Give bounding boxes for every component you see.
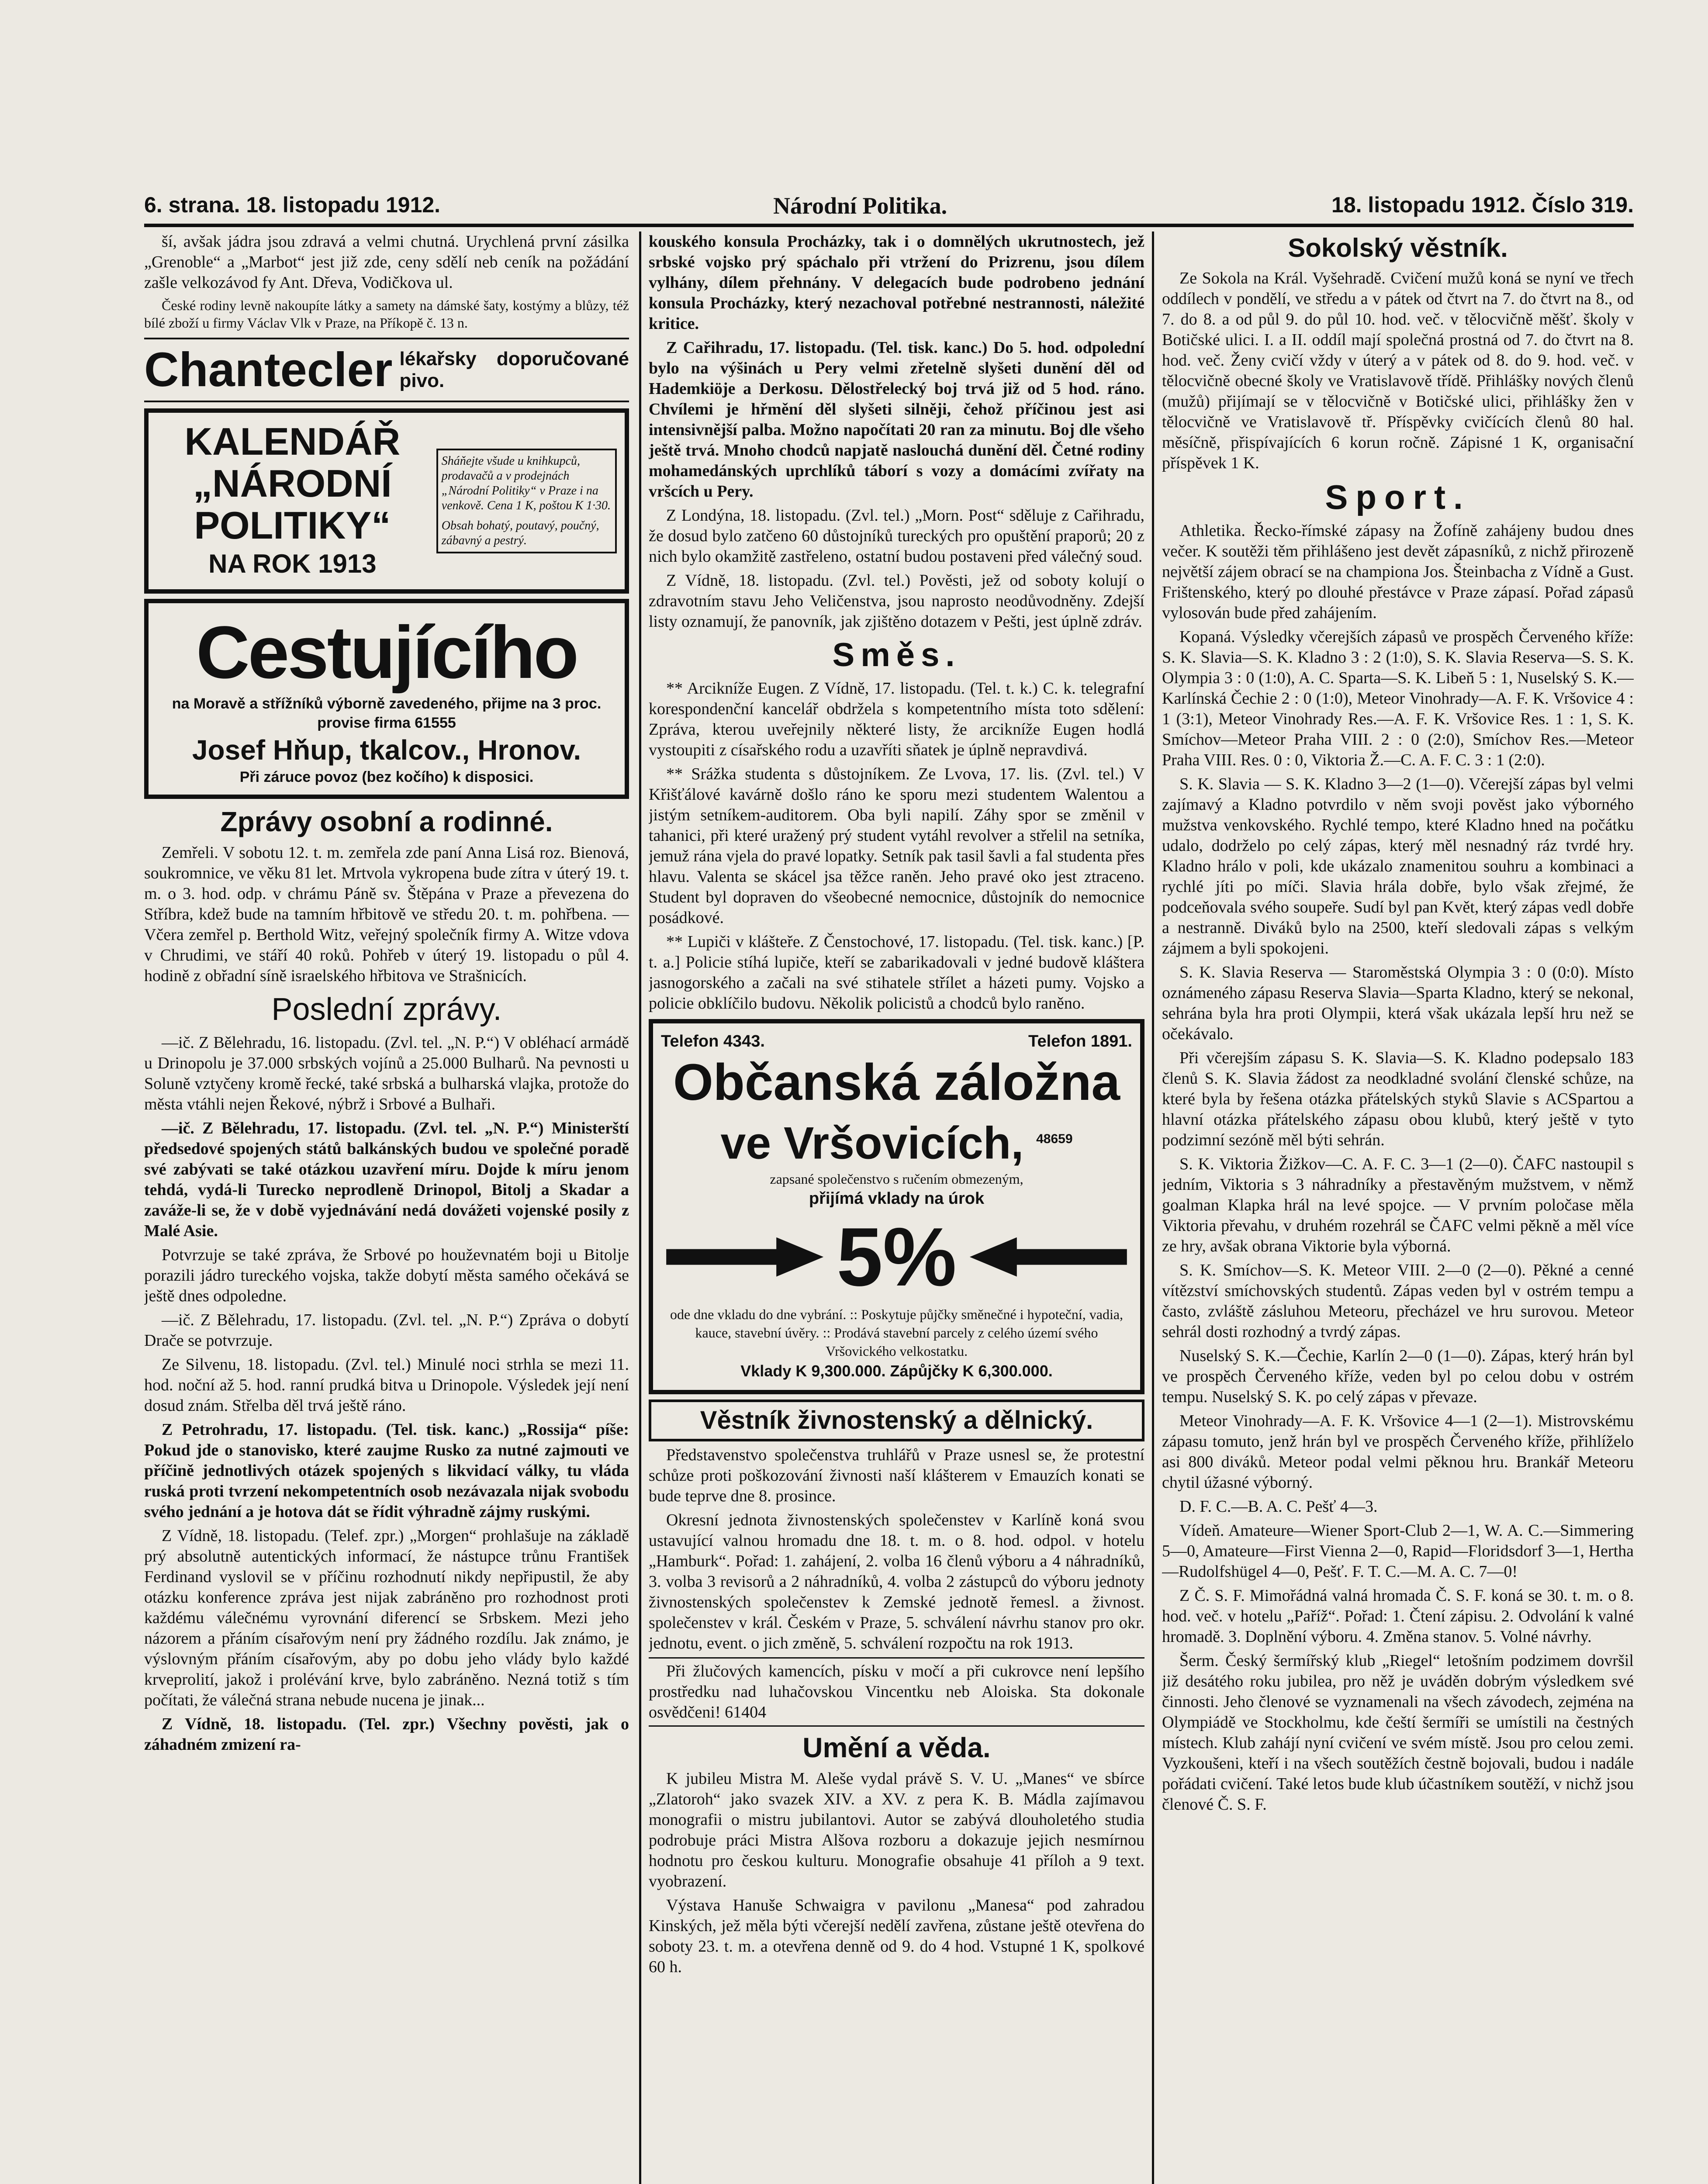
cestujiciho-line-1: na Moravě a střížníků výborně zavedeného, přijme na 3 proc. provise firma <box>172 695 602 731</box>
sport-viden: Vídeň. Amateure—Wiener Sport-Club 2—1, W. A. C.—Simmering 5—0, Amateure—First Vienna 2—0, Rapid—Floridsdorf 3—1, Hertha—Rudolfshügel 4—0, Pešť. F. T. C.—M. A. C. 7—0! <box>1162 1521 1634 1581</box>
zalozna-rate: 5% <box>837 1210 957 1303</box>
vlk-notice: České rodiny levně nakoupíte látky a samety na dámské šaty, kostýmy a blůzy, též bílé zboží u firmy Václav Vlk v Praze, na Příkopě č. 13 n. <box>144 297 629 331</box>
ad-kalendar <box>144 408 629 594</box>
umeni-ales: K jubileu Mistra M. Aleše vydal právě S. V. U. „Manes“ ve sbírce „Zlatoroh“ jako svazek XIV. a XV. z pera K. B. Mádla zajímavou monografii o mistru jubilantovi. Autor se zabývá dlouholetého studia podrobuje práci Mistra Alšova rozboru a dokazuje jejich nesmírnou hodnotu pro českou kulturu. Monografie obsahuje 41 příloh a 9 text. vyobrazení. <box>649 1769 1144 1890</box>
cestujiciho-line-2: Při záruce povoz (bez kočího) k disposici. <box>239 769 534 785</box>
page-header <box>144 192 1634 223</box>
sport-slavia-reserva: S. K. Slavia Reserva — Staroměstská Olympia 3 : 0 (0:0). Místo oznámeného zápasu Reserva Slavia—Sparta Kladno, který se nekonal, sehrána byla hra proti Olympii, která však ukázala lepší hru než se očekávalo. <box>1162 963 1634 1043</box>
smes-lupici: ** Lupiči v klášteře. Z Čenstochové, 17. listopadu. (Tel. tisk. kanc.) [P. t. a.] Policie stíhá lupiče, kteří se zabarikadovali v jedné budově kláštera jasnogorského a začali na své stihatele střílet a házeti pumy. Vojsko a policie obklíčilo budovu. Několik policistů a chodců bylo raněno. <box>649 933 1144 1013</box>
zalozna-num: 48659 <box>1036 1132 1073 1146</box>
vestnik-jednota: Okresní jednota živnostenských společenstev v Karlíně koná svou ustavující valnou hromadu dne 18. t. m. o 8. hod. odpol. v hotelu „Hamburk“. Pořad: 1. zahájení, 2. volba 16 členů výboru a 4 náhradníků, 3. volba 3 revisorů a 2 náhradníků, 4. volba 2 zástupců do výboru jednoty živnostenských společenstev k Zemské jednotě řemesl. a živnost. společenstev v král. Českém v Praze, 5. schválení návrhu stanov pro okr. jednotu, event. o jich změně, 5. schválení rozpočtu na rok 1913. <box>649 1510 1144 1652</box>
sport-viktoria: S. K. Viktoria Žižkov—C. A. F. C. 3—1 (2—0). ČAFC nastoupil s jedním, Viktoria s 3 náhradníky a přestavěným mužstvem, v němž goalman Klapka hrál na levé spojce. — V prvním poločase měla Viktoria převahu, v druhém rozehrál se ČAFC velmi pěkně a měl více ze hry, avšak obrana Viktorie byla výborná. <box>1162 1155 1634 1255</box>
column-1 <box>144 232 629 2184</box>
c2-viden: Z Vídně, 18. listopadu. (Zvl. tel.) Pověsti, jež od soboty kolují o zdravotním stavu Jeho Veličenstva, jsou naprosto neodůvodněny. Zdejší listy oznamují, že panovník, jak zjištěno dotazem v Pešti, jest úplně zdráv. <box>649 571 1144 631</box>
cestujiciho-title: Cestujícího <box>196 611 577 694</box>
posledni-5: Ze Silvenu, 18. listopadu. (Zvl. tel.) Minulé noci strhla se mezi 11. hod. noční až 5. hod. ranní prudká bitva u Drinopole. Výsledek její není dosud znám. Střelba děl trvá ještě ráno. <box>144 1355 629 1415</box>
c2-carihrad: Z Cařihradu, 17. listopadu. (Tel. tisk. kanc.) Do 5. hod. odpolední bylo na výšinách u Pery velmi zřetelně slyšeti dunění děl od Hademkiöje a Derkosu. Dělostřelecký boj trvá již od 5 hod. ráno. Chvílemi je hřmění děl slyšeti silněji, čehož příčinou jest asi intensivnější palba. Možno napočítati 20 ran za minutu. Boj dle všeho ještě trvá. Mnoho chodců napjatě naslouchá dunění děl. Četné rodiny mohamedánských uprchlíků táborí s vozy a domácími zvířaty na vršcích u Pery. <box>649 339 1144 501</box>
header-page-number: 6. strana. 18. listopadu 1912. <box>144 193 441 217</box>
posledni-2: —ič. Z Bělehradu, 17. listopadu. (Zvl. tel. „N. P.“) Ministerští předsedové spojených států balkánských budou ve společné poradě své zabývati se také otázkou uzavření míru. Dojde k míru jenom tehdá, vydá-li Turecko neprodleně Drinopol, Bitolj a Skadar a zaváže-li se, že v době vyjednávání nedá dovážeti vojenské posily z Malé Asie. <box>144 1119 629 1240</box>
vestnik-truhlari: Představenstvo společenstva truhlářů v Praze usnesl se, že protestní schůze proti poškozování živnosti naší klášterem v Emauzích konati se bude teprve dne 8. prosince. <box>649 1445 1144 1505</box>
column-rule-1 <box>639 232 641 2184</box>
heading-umeni: Umění a věda. <box>802 1731 991 1763</box>
heading-smes: Směs. <box>832 636 961 674</box>
posledni-6: Z Petrohradu, 17. listopadu. (Tel. tisk. kanc.) „Rossija“ píše: Pokud jde o stanovisko, které zaujme Rusko za nutné zajmouti ve příčině jednotlivých otázek spojených s likvidací války, tu vláda ruská proti tvrzení nekompetentních osob nezávazala nijak svobodu svého jednání a je hotova dát se řídit výhradně zájmy ruskými. <box>144 1420 629 1521</box>
sport-csf: Z Č. S. F. Mimořádná valná hromada Č. S. F. koná se 30. t. m. o 8. hod. več. v hotelu „Paříž“. Pořad: 1. Čtení zápisu. 2. Odvolání k valné hromadě. 3. Doplnění výboru. 4. Změna stanov. 5. Volné návrhy. <box>1162 1586 1634 1646</box>
zalozna-title-1: Občanská záložna <box>673 1054 1120 1111</box>
sokol-vysehrad: Ze Sokola na Král. Vyšehradě. Cvičení mužů koná se nyní ve třech oddílech v pondělí, ve středu a v pátek od čtvrt na 7. do čtvrt na 8., od 7. do 8. a od půl 9. do půl 10. hod. več. v tělocvičně měšť. školy v Botičské ulici. I. a II. oddíl mají společná prostná od 7. do čtvrt na 8. hod. več. Ženy cvičí vždy v úterý a v pátek od 8. do 9. hod. več. v tělocvičně obecné školy ve Vratislavově třídě. Přihlášky nových členů (mužů) přijímají se v tělocvičně v Botičské ulici, přihlášky žen v tělocvičně ve Vratislavově tř. Příspěvky cvičících členů 80 hal. měsíčně, přispívajících 6 korun ročně. Zápisné 1 K, organisační příspěvek 1 K. <box>1162 269 1634 472</box>
kalendar-side-2: Obsah bohatý, poutavý, poučný, zábavný a pestrý. <box>441 519 599 547</box>
cestujiciho-number: 61555 <box>415 715 456 731</box>
heading-sokolsky: Sokolský věstník. <box>1288 233 1508 263</box>
posledni-1: —ič. Z Bělehradu, 16. listopadu. (Zvl. tel. „N. P.“) V obléhací armádě u Drinopolu je 37.000 srbských vojínů a 25.000 Bulharů. Na pevnosti u Soluně vztyčeny kromě řecké, také srbská a bulharská vlajka, protože do města vtáhli nejen Řekové, nýbrž i Srbové a Bulhaři. <box>144 1033 629 1113</box>
c2-procházka: kouského konsula Procházky, tak i o domnělých ukrutnostech, jež srbské vojsko prý spáchalo při vtržení do Prizrenu, jsou dílem vylhány, dílem přehnány. V delegacích bude podrobeno jednání konsula Procházky, který nezachoval potřebné nestrannosti, náležité kritice. <box>649 232 1144 333</box>
heading-zpravy-osobni: Zprávy osobní a rodinné. <box>220 806 553 837</box>
header-rule <box>144 224 1634 227</box>
sport-zadost: Při včerejším zápasu S. K. Slavia—S. K. Kladno podepsalo 183 členů S. K. Slavia žádost za neodkladné svolání členské schůze, na které byla by řešena otázka přátelských styků Slavie s ACSpartou a hlavní otázka přátelského zápasu obou klubů, který ještě v tyto podzimní sezóně měl býti sehrán. <box>1162 1049 1634 1149</box>
header-date-issue: 18. listopadu 1912. Číslo 319. <box>1331 193 1634 217</box>
sport-kopana: Kopaná. Výsledky včerejších zápasů ve prospěch Červeného kříže: S. K. Slavia—S. K. Kladno 3 : 2 (1:0), S. K. Slavia Reserva—S. S. K. Olympia 3 : 0 (1:0), A. C. Sparta—S. K. Libeň 5 : 1, Nuselský S. K.—Karlínská Čechie 2 : 0 (1:0), Meteor Vinohrady—A. F. K. Vršovice 4 : 1 (3:1), Meteor Vinohrady Res.—A. F. K. Vršovice Res. 1 : 1, S. K. Smíchov—Meteor Praha VIII. 2 : 0 (2:0), Smíchov Res.—Meteor Praha VIII. Res. 0 : 0, Viktoria Ž.—C. A. F. C. 3 : 1 (2:0). <box>1162 628 1634 769</box>
sport-dfc: D. F. C.—B. A. C. Pešť 4—3. <box>1179 1497 1378 1516</box>
zpravy-osobni-text: Zemřeli. V sobotu 12. t. m. zemřela zde paní Anna Lisá roz. Bienová, soukromnice, ve věku 81 let. Mrtvola vykropena bude zítra v úterý 19. t. m. o 3. hod. odp. v chrámu Páně sv. Štěpána v Praze a převezena do Stříbra, kdež bude na tamním hřbitově ve středu 20. t. m. pohřbena. — Včera zemřel p. Berthold Witz, veřejný společník firmy A. Witze vdova v Chrudimi, ve stáří 40 roků. Pohřeb v úterý 19. listopadu o půl 4. hodině z obřadní síně israelského hřbitova ve Strašnicích. <box>144 843 629 985</box>
chantecler-text: lékařsky doporučované pivo. <box>399 348 629 391</box>
smes-srazka: ** Srážka studenta s důstojníkem. Ze Lvova, 17. lis. (Zvl. tel.) V Křišťálové kavárně došlo ráno ke sporu mezi studentem Walentou a jistým setníkem-auditorem. Oba byli napilí. Záhy spor se změnil v tahanici, při které uražený prý student vytáhl revolver a střelil na setníka, jemuž rána vjela do pravé lopatky. Setník pak tasil šavli a fal studenta přes hlavu. Valenta se skácel jsa těžce raněn. Jeho pravé oko jest ztraceno. Student byl dopraven do všeobecné nemocnice, důstojník do nemocnice posádkové. <box>649 765 1144 927</box>
zalozna-line-1: zapsané společenstvo s ručením obmezeným, <box>770 1171 1023 1187</box>
c2-londyn: Z Londýna, 18. listopadu. (Zvl. tel.) „Morn. Post“ sděluje z Cařihradu, že dosud bylo zatčeno 60 důstojníků tureckých pro opuštění praporů; 20 z nich bylo okamžitě zastřeleno, ostatní budou postaveni před válečný soud. <box>649 506 1144 566</box>
column-2 <box>649 232 1144 2184</box>
sport-nuselsky: Nuselský S. K.—Čechie, Karlín 2—0 (1—0). Zápas, který hrán byl ve prospěch Červeného kříže, veden byl po celou dobu v ostrém tempu. Nuselský S. K. po celý zápas v převaze. <box>1162 1347 1634 1406</box>
header-title: Národní Politika. <box>773 193 947 219</box>
zalozna-line-3: ode dne vkladu do dne vybrání. :: Poskytuje půjčky směnečné i hypoteční, vadia, kauce, stavební úvěry. :: Prodává stavební parcely z celého území svého Vršovického velkostatku. <box>670 1306 1124 1359</box>
zalozna-deposits: Vklady K 9,300.000. Zápůjčky K 6,300.000. <box>740 1362 1053 1380</box>
pointing-hand-right-icon <box>970 1237 1127 1277</box>
zalozna-line-2: přijímá vklady na úrok <box>809 1189 985 1208</box>
kalendar-side-1: Sháňejte všude u knihkupců, prodavačů a v prodejnách „Národní Politiky“ v Praze i na venkově. Cena 1 K, poštou K 1·30. <box>441 454 611 512</box>
vincentka-number: 61404 <box>725 1703 767 1721</box>
column-rule-2 <box>1152 232 1154 2184</box>
zalozna-tel-1: Telefon 4343. <box>661 1032 765 1051</box>
sport-smichov: S. K. Smíchov—S. K. Meteor VIII. 2—0 (2—0). Pěkné a cenné vítězství smíchovských studentů. Zápas veden byl v ostrém tempu a často, zvláště zásluhou Meteoru, přecházel ve hru surovou. Meteor sehrál dosti rozhodný a tvrdý zápas. <box>1162 1261 1634 1341</box>
grenoble-notice: ší, avšak jádra jsou zdravá a velmi chutná. Urychlená první zásilka „Grenoble“ a „Marbot“ jest již zde, ceny sdělí neb ceník na požádání zašle velkozávod fy Ant. Dřeva, Vodičkova ul. <box>144 232 629 292</box>
posledni-4: —ič. Z Bělehradu, 17. listopadu. (Zvl. tel. „N. P.“) Zpráva o dobytí Drače se potvrzuje. <box>144 1311 629 1350</box>
zalozna-tel-2: Telefon 1891. <box>1028 1032 1132 1051</box>
heading-posledni-zpravy: Poslední zprávy. <box>271 992 502 1027</box>
column-3 <box>1162 232 1634 2184</box>
ad-obcanska-zalozna <box>649 1019 1144 1394</box>
sport-meteor: Meteor Vinohrady—A. F. K. Vršovice 4—1 (2—1). Mistrovskému zápasu tomuto, jenž hrán byl ve prospěch Červeného kříže, přihlíželo asi 800 diváků. Meteor podal velmi pěknou hru. Brankář Meteoru chytil úžasné výborný. <box>1162 1412 1634 1492</box>
cestujiciho-firm: Josef Hňup, tkalcov., Hronov. <box>192 734 581 766</box>
sport-slavia-kladno: S. K. Slavia — S. K. Kladno 3—2 (1—0). Včerejší zápas byl velmi zajímavý a Kladno potvrdilo v něm svoji pověst jako výborného mužstva venkovského. Rychlé tempo, které Kladno hned na počátku udalo, dodrželo po celý zápas, který měl nesnadný ráz tvrdé hry. Kladno hrálo v poli, kde ukázalo znamenitou souhru a kombinaci a rychlé jíti po míči. Slavia hrála dobře, bylo však zřejmé, že podceňovala svého soupeře. Sudí byl pan Květ, který zápas vedl dobře a nestranně. Diváků bylo na 2500, kteří sledovali zápas s velkým zájmem a byli spokojeni. <box>1162 775 1634 957</box>
umeni-schwaiger: Výstava Hanuše Schwaigra v pavilonu „Manesa“ pod zahradou Kinských, jež měla býti včerejší nedělí zavřena, zůstane ještě otevřena do soboty 23. t. m. a otevřena denně od 9. do 4 hod. Vstupné 1 K, spolkové 60 h. <box>649 1896 1144 1976</box>
kalendar-title: KALENDÁŘ „NÁRODNÍ POLITIKY“ <box>184 420 401 547</box>
sport-serm: Šerm. Český šermířský klub „Riegel“ letošním podzimem dovršil již desátého roku jubilea, pro něž je uváděn dobrým výsledkem své činnosti. Jeho členové se vyznamenali na všech závodech, zejména na Olympiádě ve Stockholmu, kde čeští šermíři se umístili na čestných místech. Klub zahájí nyní cvičení ve svém místě. Jsou pro celou zemi. Vyzkoušeni, kteří i na všech soutěžích čestně bojovali, budou i nadále pořádati cvičení. Také letos bude klub účastníkem soutěží, v nichž jsou členové Č. S. F. <box>1162 1652 1634 1814</box>
posledni-7: Z Vídně, 18. listopadu. (Telef. zpr.) „Morgen“ prohlašuje na základě prý absolutně autentických informací, že nástupce trůnu František Ferdinand vyslovil se v příčinu rozhodnutí nikdy nepřipustil, že aby otázku konference zpráva jest nijak zabráněno pro rozhodnost proti každému válečnému vyrovnání diferencí se Srbskem. Mezi jeho názorem a přáním císařovým není pry žádného rozdílu. Jak známo, je výslovným přáním císařovým, aby po dobu jeho vlády bylo každé krveprolití, jakož i prolévání krve, bylo zabráněno. Nezná totiž s tím počítati, že válečná strana nebude nucena je jinak... <box>144 1527 629 1709</box>
heading-sport: Sport. <box>1325 478 1471 516</box>
kalendar-subtitle: NA ROK 1913 <box>208 549 377 578</box>
ad-chantecler <box>144 338 629 402</box>
chantecler-name: Chantecler <box>144 343 393 397</box>
zalozna-title-2: ve Vršovicích, <box>720 1118 1024 1169</box>
pointing-hand-left-icon <box>666 1237 823 1277</box>
posledni-3: Potvrzuje se také zpráva, že Srbové po houževnatém boji u Bitolje porazili jádro tureckého vojska, takže dobytí města samého očekává se ještě dnes odpoledne. <box>144 1246 629 1305</box>
heading-vestnik: Věstník živnostenský a dělnický. <box>649 1400 1144 1441</box>
vincentka-notice: Při žlučových kamencích, písku v močí a při cukrovce není lepšího prostředku nad luhačovskou Vincentku neb Aloiska. Sta dokonale osvědčeni! <box>649 1662 1144 1721</box>
smes-eugen: ** Arcikníže Eugen. Z Vídně, 17. listopadu. (Tel. t. k.) C. k. telegrafní korespondenční kancelář obdržela s kompetentního místa toto sdělení: Zpráva, kterou uveřejnily některé listy, že arcikníže Eugen hodlá vystoupiti z císařského rodu a uzavříti sňatek je úplně nepravdivá. <box>649 679 1144 759</box>
posledni-8: Z Vídně, 18. listopadu. (Tel. zpr.) Všechny pověsti, jak o záhadném zmizení ra- <box>144 1715 629 1754</box>
ad-cestujiciho <box>144 599 629 799</box>
sport-athletika: Athletika. Řecko-římské zápasy na Žofíně zahájeny budou dnes večer. K soutěži těm přihlášeno jest devět zápasníků, z nichž přirozeně největší zájem obrací se na championa Jos. Šteinbacha z Vídně a Gust. Frištenského, který po dlouhé přestávce v Praze zápasí. Pořad zápasů vylosován bude před zahájením. <box>1162 522 1634 622</box>
